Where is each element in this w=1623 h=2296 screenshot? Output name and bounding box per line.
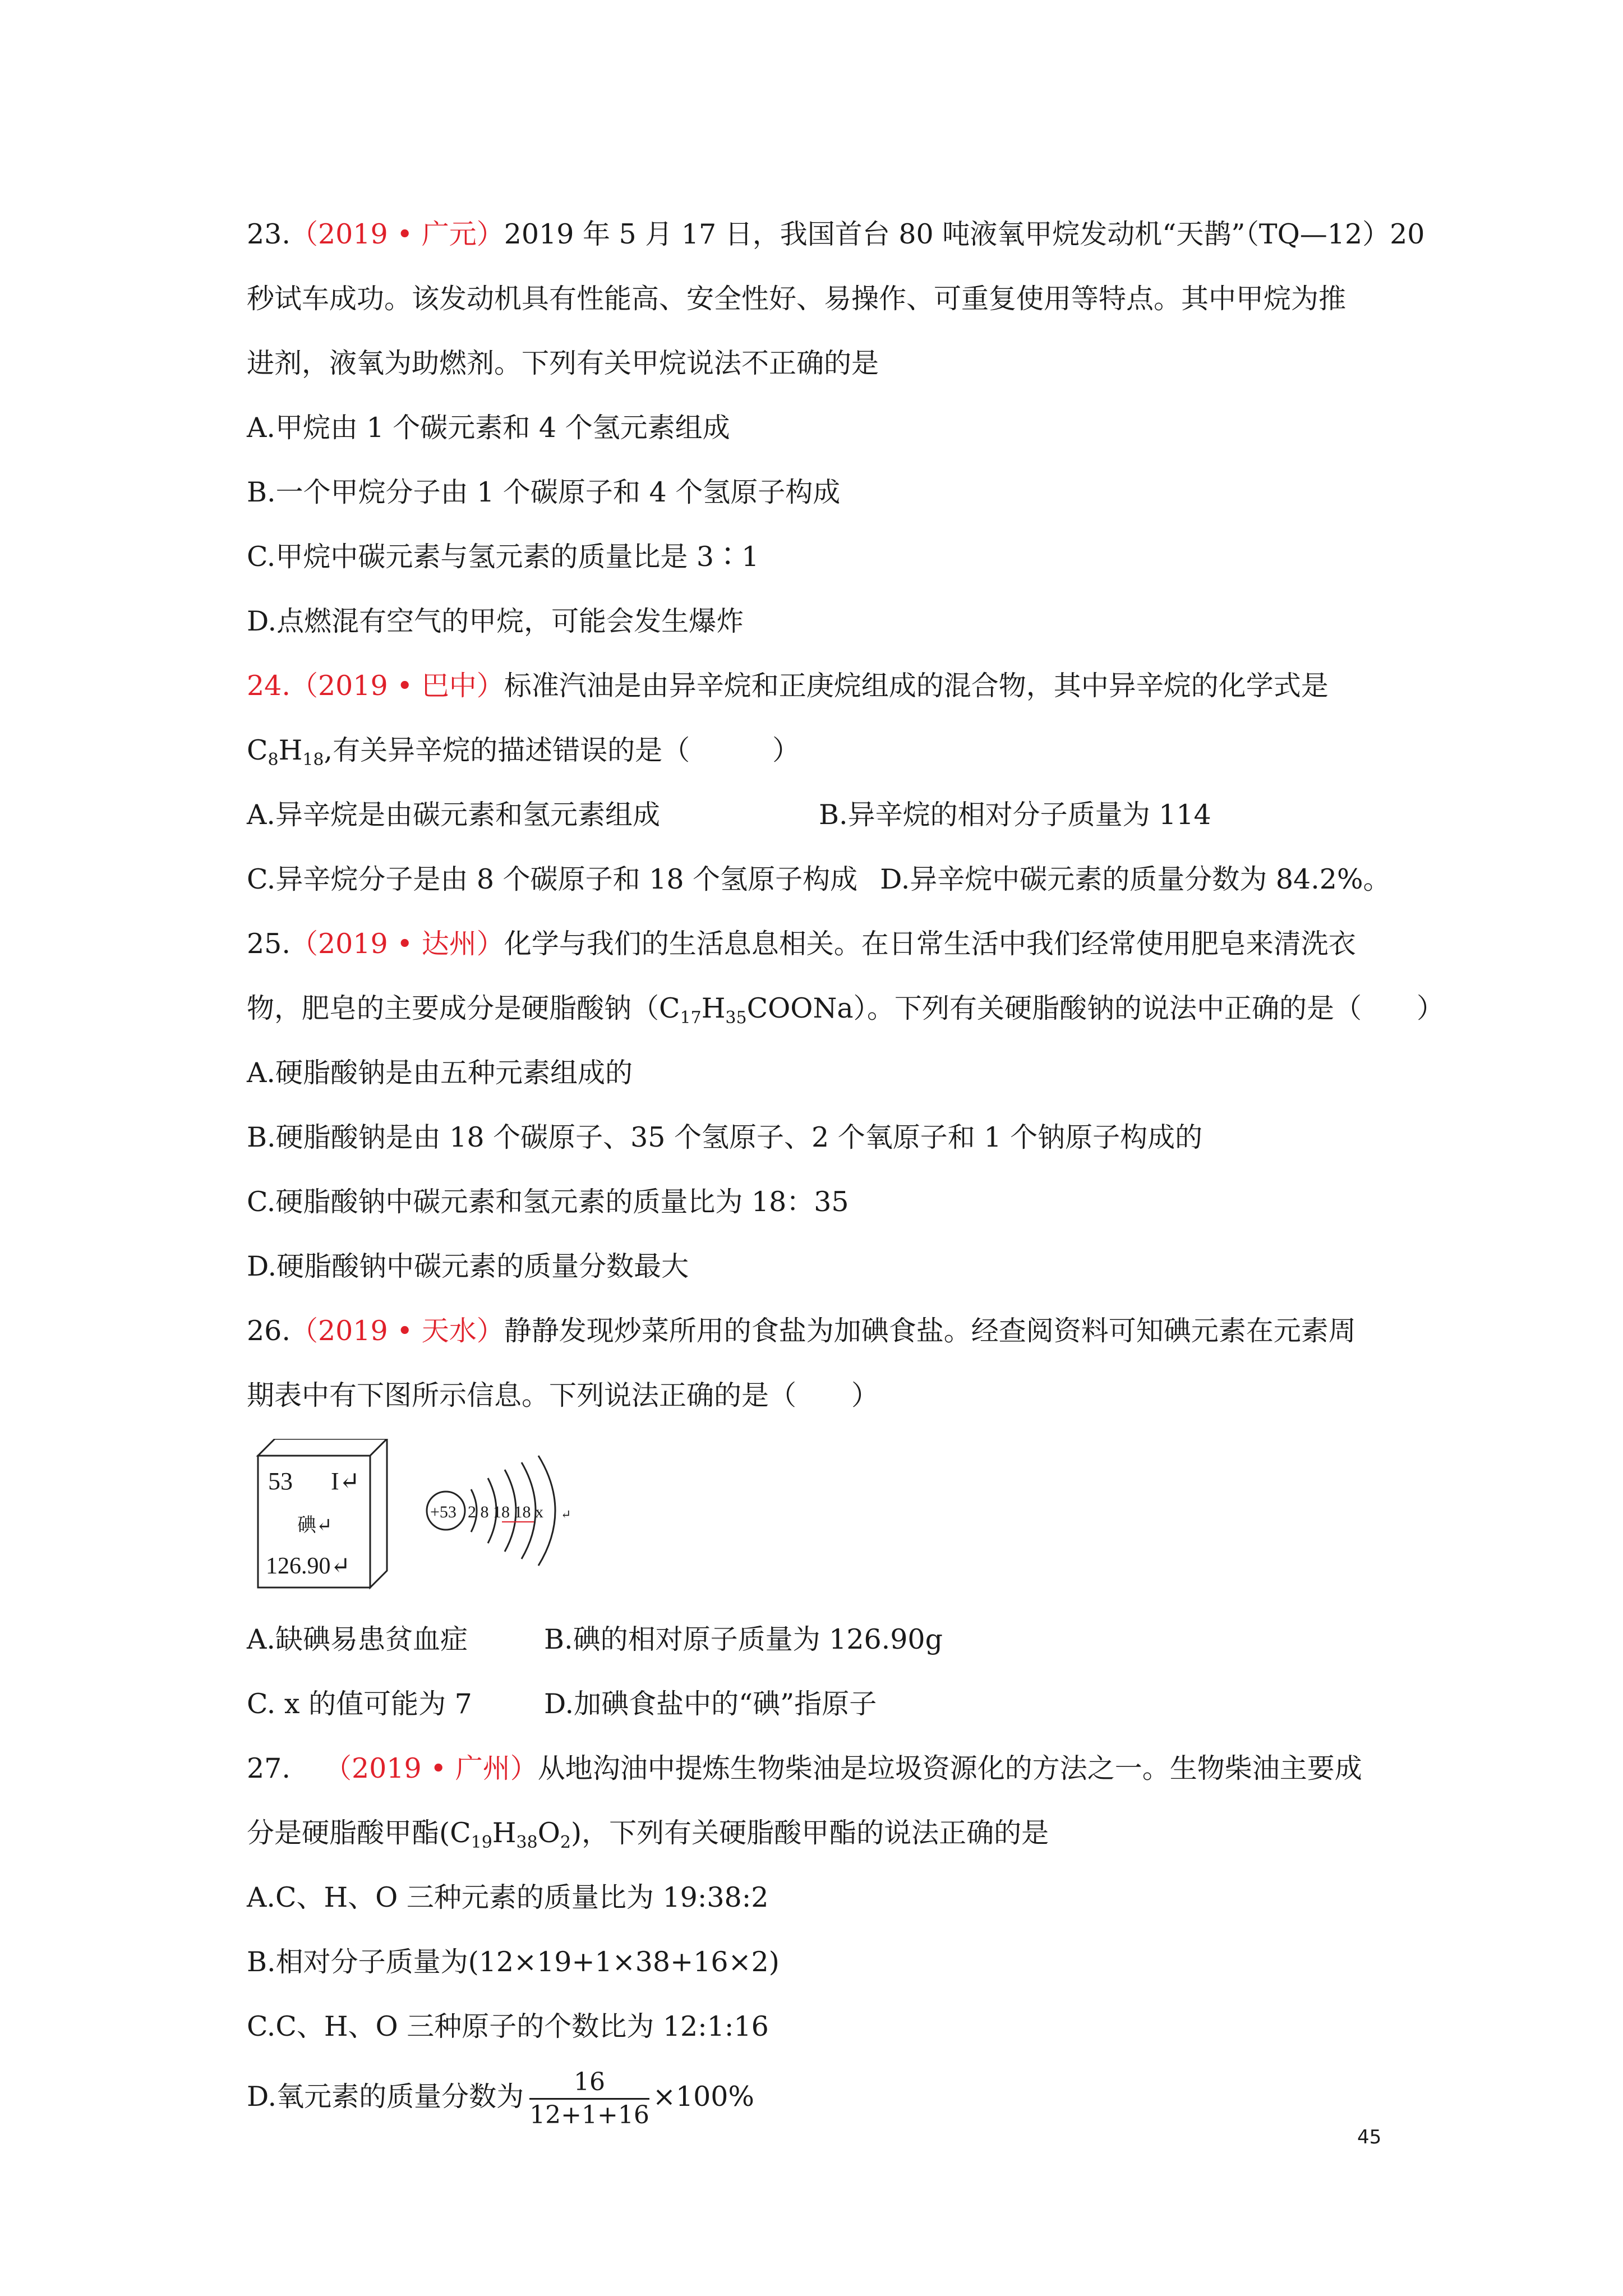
q24-option-b: B.异辛烷的相对分子质量为 114: [819, 799, 1211, 831]
q24-line-2: [247, 718, 1385, 783]
q27-stem-1: 从地沟油中提炼生物柴油是垃圾资源化的方法之一。生物柴油主要成: [537, 1752, 1362, 1784]
atom-structure: [427, 1456, 571, 1566]
page-number: 45: [1357, 2126, 1382, 2148]
q26-stem-1: 静静发现炒菜所用的食盐为加碘食盐。经查阅资料可知碘元素在元素周: [504, 1315, 1356, 1347]
q23-number: 23.: [247, 218, 291, 250]
formula-h-subscript: 38: [516, 1833, 538, 1852]
formula-h-subscript: 18: [302, 750, 324, 770]
q25-option-b: B.硬脂酸钠是由 18 个碳原子、35 个氢原子、2 个氧原子和 1 个钠原子构成的: [247, 1121, 1203, 1153]
q24-stem-1: 标准汽油是由异辛烷和正庚烷组成的混合物，其中异辛烷的化学式是: [504, 670, 1329, 702]
q27-stem-2-post: )，下列有关硬脂酸甲酯的说法正确的是: [570, 1817, 1049, 1849]
q26-option-c: C. x 的值可能为 7: [247, 1688, 472, 1720]
q26-option-a: A.缺碘易患贫血症: [247, 1623, 468, 1655]
q27-line-1: [247, 1736, 1385, 1801]
q26-number: 26.: [247, 1315, 291, 1347]
q23-stem-1: 2019 年 5 月 17 日，我国首台 80 吨液氧甲烷发动机“天鹊”（TQ—12）20: [504, 218, 1425, 250]
q26-option-d: D.加碘食盐中的“碘”指原子: [544, 1688, 877, 1720]
q23-stem-3: 进剂，液氧为助燃剂。下列有关甲烷说法不正确的是: [247, 347, 879, 379]
q26-options-cd: [247, 1672, 1385, 1736]
q24-options-ab: [247, 783, 1385, 847]
fraction-numerator: 16: [529, 2067, 649, 2100]
shell-electrons: 2 8 18 18 x: [468, 1503, 543, 1521]
q23-line-1: [247, 202, 1425, 266]
formula-c: C: [247, 734, 268, 766]
atomic-number: 53: [268, 1467, 293, 1495]
q24-option-c: C.异辛烷分子是由 8 个碳原子和 18 个氢原子构成: [247, 863, 858, 895]
questions-content: [247, 202, 1445, 2134]
q25-source: （2019 • 达州）: [290, 928, 504, 960]
formula-c-subscript: 17: [680, 1008, 702, 1028]
q23-option-b: B.一个甲烷分子由 1 个碳原子和 4 个氢原子构成: [247, 476, 841, 508]
q23-option-c: C.甲烷中碳元素与氢元素的质量比是 3∶1: [247, 541, 759, 573]
formula-h: H: [701, 992, 726, 1024]
q27-number: 27.: [247, 1752, 291, 1784]
iodine-diagram: [247, 1439, 639, 1602]
q24-option-d: D.异辛烷中碳元素的质量分数为 84.2%。: [880, 863, 1391, 895]
atomic-mass: 126.90↵: [266, 1553, 351, 1579]
q24-option-a: A.异辛烷是由碳元素和氢元素组成: [247, 799, 660, 831]
q27-stem-2-pre: 分是硬脂酸甲酯(C: [247, 1817, 471, 1849]
element-symbol: I↵: [331, 1467, 360, 1495]
formula-h-subscript: 35: [725, 1008, 747, 1028]
q26-options-ab: [247, 1607, 1385, 1672]
q27-source: （2019 • 广州）: [324, 1752, 538, 1784]
q23-stem-2: 秒试车成功。该发动机具有性能高、安全性好、易操作、可重复使用等特点。其中甲烷为推: [247, 283, 1347, 315]
q27-option-d-suffix: ×100%: [652, 2081, 754, 2113]
q23-source: （2019 • 广元）: [290, 218, 504, 250]
cell-top-face: [258, 1439, 387, 1456]
q27-line-2: [247, 1801, 1385, 1865]
q27-option-b: B.相对分子质量为(12×19+1×38+16×2): [247, 1946, 780, 1978]
fraction-denominator: 12+1+16: [529, 2101, 649, 2129]
mass-fraction: [529, 2067, 649, 2131]
cell-side-face: [370, 1439, 387, 1588]
element-name: 碘↵: [297, 1515, 333, 1536]
q26-source: （2019 • 天水）: [290, 1315, 504, 1347]
q25-option-c: C.硬脂酸钠中碳元素和氢元素的质量比为 18：35: [247, 1186, 849, 1218]
q25-option-d: D.硬脂酸钠中碳元素的质量分数最大: [247, 1250, 689, 1282]
formula-o-subscript: 2: [560, 1833, 571, 1852]
q23-option-d: D.点燃混有空气的甲烷，可能会发生爆炸: [247, 605, 744, 637]
formula-c-subscript: 19: [471, 1833, 492, 1852]
q26-option-b: B.碘的相对原子质量为 126.90g: [544, 1623, 943, 1655]
q27-option-c: C.C、H、O 三种原子的个数比为 12:1:16: [247, 2010, 769, 2042]
q25-stem-2-pre: 物，肥皂的主要成分是硬脂酸钠（C: [247, 992, 680, 1024]
iodine-figure: [247, 1439, 1385, 1607]
q27-option-d: [247, 2059, 1385, 2134]
q24-stem-2: ,有关异辛烷的描述错误的是（ ）: [324, 734, 800, 766]
formula-o: O: [537, 1817, 560, 1849]
q23-option-a: A.甲烷由 1 个碳元素和 4 个氢元素组成: [247, 412, 730, 444]
formula-c-subscript: 8: [268, 750, 279, 770]
end-mark: ↵: [561, 1507, 571, 1521]
formula-h: H: [278, 734, 303, 766]
q25-number: 25.: [247, 928, 291, 960]
formula-h: H: [492, 1817, 517, 1849]
q26-line-1: [247, 1299, 1385, 1363]
q24-line-1: [247, 654, 1385, 718]
q25-option-a: A.硬脂酸钠是由五种元素组成的: [247, 1057, 633, 1089]
q25-line-1: [247, 912, 1385, 976]
q25-stem-2-post: COONa）。下列有关硬脂酸钠的说法中正确的是（ ）: [746, 992, 1445, 1024]
periodic-cell: [258, 1439, 387, 1588]
q24-options-cd: [247, 847, 1391, 912]
nucleus-charge: +53: [430, 1503, 457, 1521]
q25-stem-1: 化学与我们的生活息息相关。在日常生活中我们经常使用肥皂来清洗衣: [504, 928, 1356, 960]
q27-option-d-prefix: D.氧元素的质量分数为: [247, 2081, 524, 2113]
q24-source: （2019 • 巴中）: [290, 670, 504, 702]
q24-number: 24.: [247, 670, 291, 702]
q27-option-a: A.C、H、O 三种元素的质量比为 19:38:2: [247, 1881, 769, 1913]
q26-stem-2: 期表中有下图所示信息。下列说法正确的是（ ）: [247, 1379, 879, 1411]
q25-line-2: [247, 976, 1445, 1041]
